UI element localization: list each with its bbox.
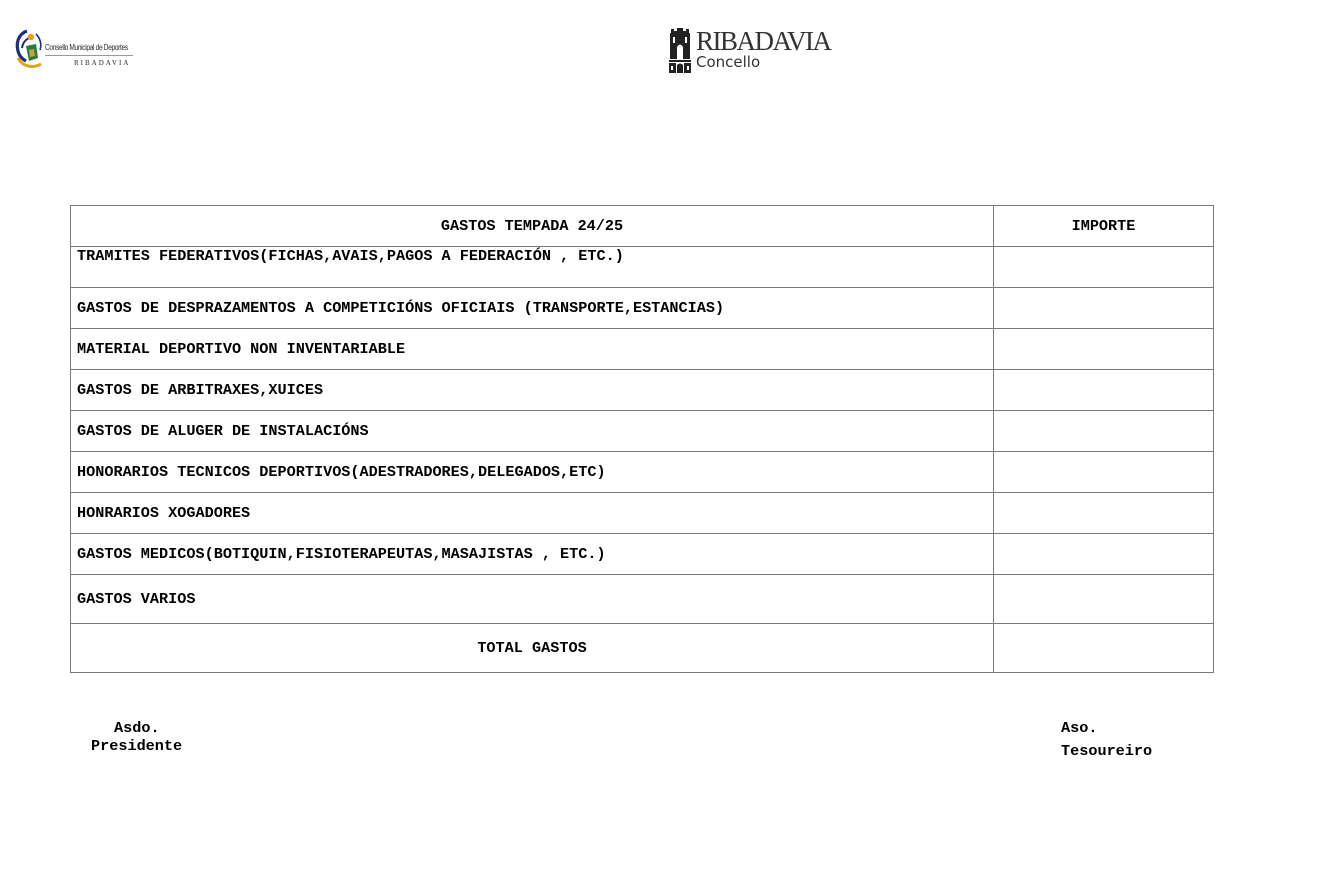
treasurer-signature-prefix: Aso. — [1061, 719, 1098, 737]
table-row — [71, 370, 1214, 411]
amount-cell[interactable] — [994, 370, 1214, 411]
amount-cell[interactable] — [994, 329, 1214, 370]
amount-cell[interactable] — [994, 411, 1214, 452]
table-row — [71, 288, 1214, 329]
expenses-header: GASTOS TEMPADA 24/25 — [71, 206, 994, 247]
total-label: TOTAL GASTOS — [71, 624, 994, 673]
table-row — [71, 493, 1214, 534]
table-row — [71, 247, 1214, 288]
total-amount-cell[interactable] — [994, 624, 1214, 673]
row-label: HONORARIOS TECNICOS DEPORTIVOS(ADESTRADORES,DELEGADOS,ETC) — [71, 452, 994, 493]
amount-cell[interactable] — [994, 247, 1214, 288]
row-label: GASTOS DE ARBITRAXES,XUICES — [71, 370, 994, 411]
president-signature-prefix: Asdo. — [114, 719, 160, 737]
row-label: GASTOS VARIOS — [71, 575, 994, 624]
row-label: HONRARIOS XOGADORES — [71, 493, 994, 534]
row-label: GASTOS DE ALUGER DE INSTALACIÓNS — [71, 411, 994, 452]
amount-cell[interactable] — [994, 493, 1214, 534]
sports-council-emblem-icon — [14, 28, 44, 70]
amount-cell[interactable] — [994, 288, 1214, 329]
logo-divider — [45, 55, 133, 56]
castle-tower-icon — [668, 27, 692, 74]
concello-label: Concello — [696, 53, 761, 71]
president-role: Presidente — [91, 737, 183, 755]
row-label: TRAMITES FEDERATIVOS(FICHAS,AVAIS,PAGOS A FEDERACIÓN , ETC.) — [71, 247, 994, 288]
table-row — [71, 329, 1214, 370]
row-label: GASTOS MEDICOS(BOTIQUIN,FISIOTERAPEUTAS,MASAJISTAS , ETC.) — [71, 534, 994, 575]
council-name: Consello Municipal de Deportes — [45, 43, 128, 52]
council-town: RIBADAVIA — [74, 59, 131, 67]
table-row — [71, 452, 1214, 493]
table-row — [71, 411, 1214, 452]
amount-cell[interactable] — [994, 575, 1214, 624]
concello-ribadavia-logo — [668, 26, 831, 75]
amount-cell[interactable] — [994, 452, 1214, 493]
row-label: GASTOS DE DESPRAZAMENTOS A COMPETICIÓNS OFICIAIS (TRANSPORTE,ESTANCIAS) — [71, 288, 994, 329]
total-row — [71, 624, 1214, 673]
consello-deportes-logo — [14, 28, 131, 72]
ribadavia-wordmark: RIBADAVIA — [696, 26, 831, 56]
treasurer-role: Tesoureiro — [1061, 742, 1153, 760]
table-header-row — [71, 206, 1214, 247]
table-row — [71, 534, 1214, 575]
amount-cell[interactable] — [994, 534, 1214, 575]
row-label: MATERIAL DEPORTIVO NON INVENTARIABLE — [71, 329, 994, 370]
amount-header: IMPORTE — [994, 206, 1214, 247]
table-row — [71, 575, 1214, 624]
expenses-table — [70, 205, 1214, 673]
